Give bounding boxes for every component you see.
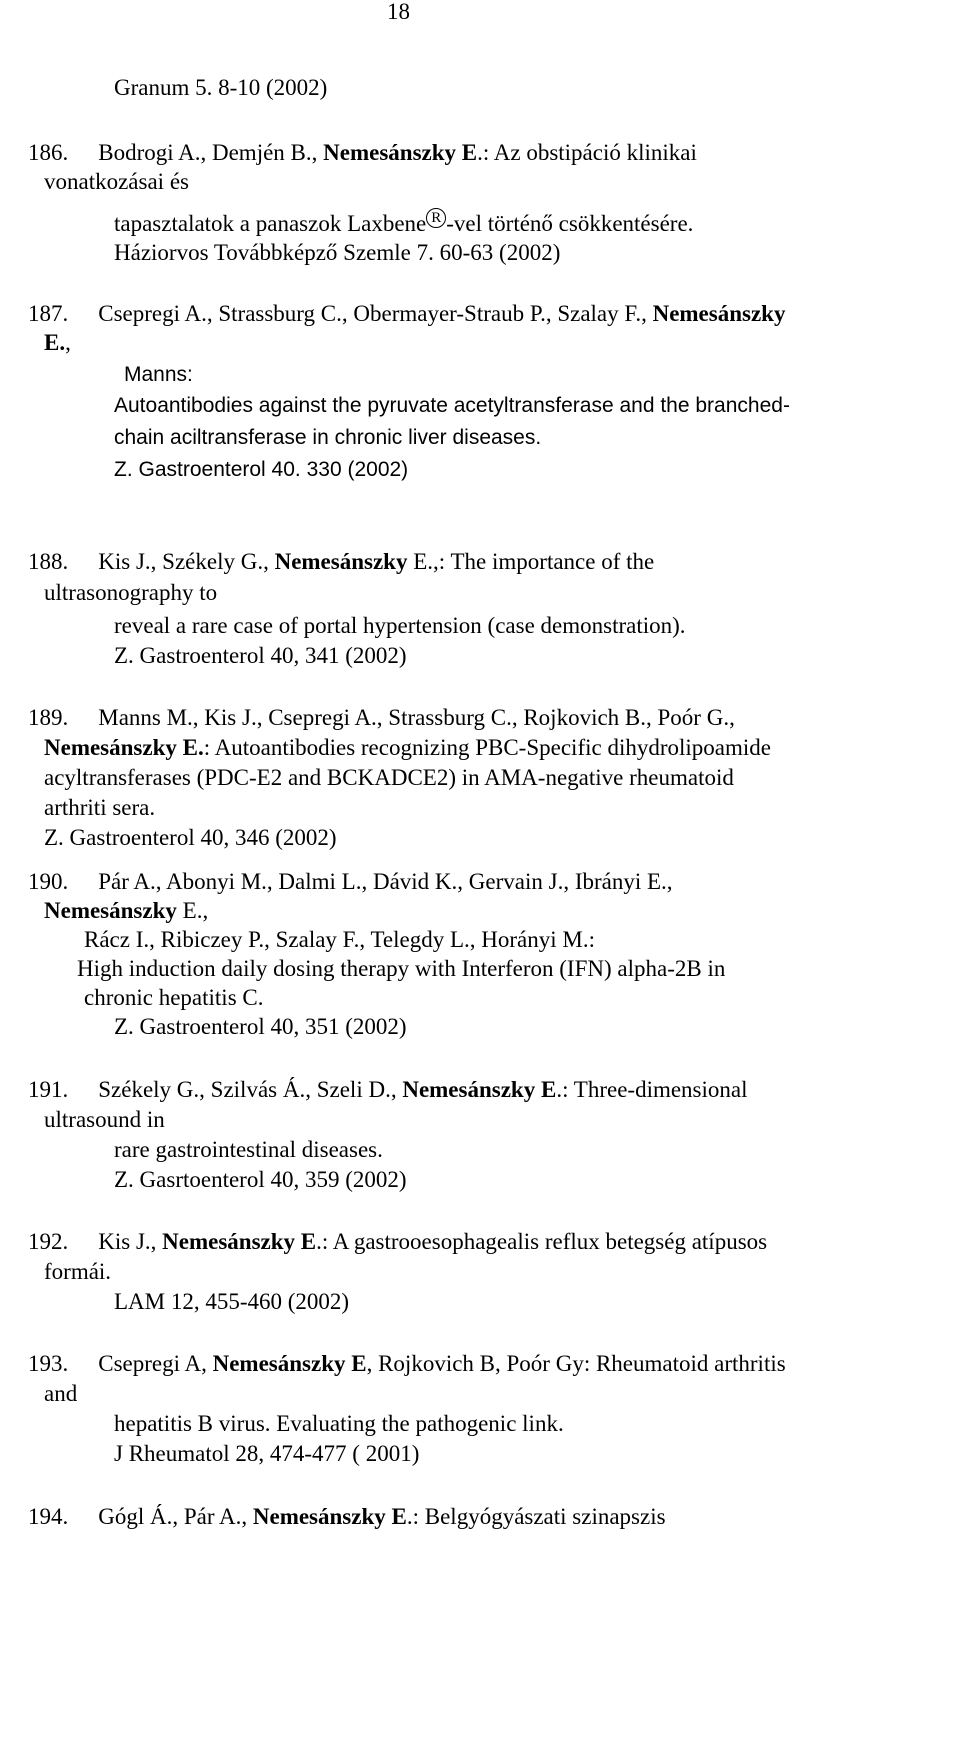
entry-192-journal: LAM 12, 455-460 (2002) bbox=[114, 1289, 350, 1314]
registered-icon: R bbox=[426, 208, 446, 228]
entry-190-line4: High induction daily dosing therapy with Interferon (IFN) alpha-2B in bbox=[77, 956, 726, 981]
highlighted-author: Nemesánszky E bbox=[212, 1351, 367, 1376]
entry-number: 189. bbox=[28, 705, 69, 730]
entry-190-line1 bbox=[28, 868, 673, 896]
entry-186-journal: Háziorvos Továbbképző Szemle 7. 60-63 (2002) bbox=[114, 240, 561, 265]
authors: Csepregi A., Strassburg C., Obermayer-Straub P., Szalay F., bbox=[98, 301, 653, 326]
entry-187-line4: Autoantibodies against the pyruvate acetyltransferase and the branched- bbox=[114, 394, 790, 417]
title-start: .: Belgyógyászati szinapszis bbox=[406, 1504, 666, 1529]
entry-188-line1 bbox=[28, 548, 654, 576]
entry-188-line2: ultrasonography to bbox=[44, 580, 218, 605]
entry-190-line2 bbox=[44, 897, 208, 925]
entry-number: 193. bbox=[28, 1351, 69, 1376]
entry-189-line3: acyltransferases (PDC-E2 and BCKADCE2) in AMA-negative rheumatoid bbox=[44, 765, 734, 790]
entry-192-line1 bbox=[28, 1228, 767, 1256]
highlighted-author: Nemesánszky bbox=[652, 301, 786, 326]
entry-188-journal: Z. Gastroenterol 40, 341 (2002) bbox=[114, 643, 407, 668]
entry-186-line3 bbox=[114, 210, 693, 238]
title-part: tapasztalatok a panaszok Laxbene bbox=[114, 211, 427, 236]
entry-185-tail: Granum 5. 8-10 (2002) bbox=[114, 75, 328, 100]
entry-190-line3: Rácz I., Ribiczey P., Szalay F., Telegdy L., Horányi M.: bbox=[84, 927, 595, 952]
entry-187-line1 bbox=[28, 300, 785, 328]
entry-190-journal: Z. Gastroenterol 40, 351 (2002) bbox=[114, 1014, 407, 1039]
entry-number: 188. bbox=[28, 549, 69, 574]
highlighted-author: Nemesánszky E. bbox=[44, 735, 204, 760]
title-start: E.,: The importance of the bbox=[407, 549, 655, 574]
highlighted-author: Nemesánszky E bbox=[402, 1077, 557, 1102]
highlighted-author: Nemesánszky E bbox=[162, 1229, 317, 1254]
entry-189-journal: Z. Gastroenterol 40, 346 (2002) bbox=[44, 825, 337, 850]
entry-number: 186. bbox=[28, 140, 69, 165]
entry-189-line4: arthriti sera. bbox=[44, 795, 156, 820]
entry-number: 192. bbox=[28, 1229, 69, 1254]
authors: E., bbox=[176, 898, 209, 923]
title-start: : Autoantibodies recognizing PBC-Specific dihydrolipoamide bbox=[203, 735, 771, 760]
highlighted-author: Nemesánszky E bbox=[323, 140, 478, 165]
punct: , bbox=[65, 330, 71, 355]
authors: Kis J., Székely G., bbox=[98, 549, 275, 574]
entry-194-line1 bbox=[28, 1503, 666, 1531]
highlighted-author: Nemesánszky E bbox=[252, 1504, 407, 1529]
entry-number: 187. bbox=[28, 301, 69, 326]
entry-number: 190. bbox=[28, 869, 69, 894]
authors: Manns M., Kis J., Csepregi A., Strassburg C., Rojkovich B., Poór G., bbox=[98, 705, 735, 730]
highlighted-author: Nemesánszky bbox=[44, 898, 177, 923]
authors: Gógl Á., Pár A., bbox=[98, 1504, 253, 1529]
highlighted-author: Nemesánszky bbox=[274, 549, 408, 574]
authors: Kis J., bbox=[98, 1229, 163, 1254]
entry-186-line2: vonatkozásai és bbox=[44, 169, 189, 194]
entry-187-line5: chain aciltransferase in chronic liver diseases. bbox=[114, 426, 542, 449]
entry-191-line3: rare gastrointestinal diseases. bbox=[114, 1137, 383, 1162]
entry-193-line2: and bbox=[44, 1381, 78, 1406]
entry-187-line2 bbox=[44, 329, 71, 357]
entry-188-line3: reveal a rare case of portal hypertension (case demonstration). bbox=[114, 613, 686, 638]
authors: Bodrogi A., Demjén B., bbox=[98, 140, 324, 165]
authors-punct: .: bbox=[477, 140, 490, 165]
entry-193-journal: J Rheumatol 28, 474-477 ( 2001) bbox=[114, 1441, 420, 1466]
highlighted-author: E. bbox=[44, 330, 66, 355]
entry-190-line5: chronic hepatitis C. bbox=[84, 985, 264, 1010]
entry-number: 191. bbox=[28, 1077, 69, 1102]
entry-189-line1 bbox=[28, 704, 735, 732]
title-start: , Rojkovich B, Poór Gy: Rheumatoid arthritis bbox=[366, 1351, 786, 1376]
entry-193-line1 bbox=[28, 1350, 786, 1378]
authors: Székely G., Szilvás Á., Szeli D., bbox=[98, 1077, 403, 1102]
authors: Pár A., Abonyi M., Dalmi L., Dávid K., Gervain J., Ibrányi E., bbox=[98, 869, 673, 894]
title-start: .: A gastrooesophagealis reflux betegség atípusos bbox=[316, 1229, 768, 1254]
entry-187-line3: Manns: bbox=[124, 363, 193, 386]
title-start: .: Three-dimensional bbox=[556, 1077, 748, 1102]
entry-number: 194. bbox=[28, 1504, 69, 1529]
authors: Csepregi A, bbox=[98, 1351, 213, 1376]
title-part: -vel történő csökkentésére. bbox=[446, 211, 694, 236]
entry-191-line1 bbox=[28, 1076, 748, 1104]
page-number: 18 bbox=[387, 0, 410, 24]
entry-191-line2: ultrasound in bbox=[44, 1107, 165, 1132]
title-start: Az obstipáció klinikai bbox=[489, 140, 697, 165]
entry-192-line2: formái. bbox=[44, 1259, 112, 1284]
entry-186-line1 bbox=[28, 139, 697, 167]
entry-193-line3: hepatitis B virus. Evaluating the pathogenic link. bbox=[114, 1411, 564, 1436]
entry-191-journal: Z. Gasrtoenterol 40, 359 (2002) bbox=[114, 1167, 407, 1192]
entry-187-journal: Z. Gastroenterol 40. 330 (2002) bbox=[114, 458, 409, 481]
entry-189-line2 bbox=[44, 734, 771, 762]
